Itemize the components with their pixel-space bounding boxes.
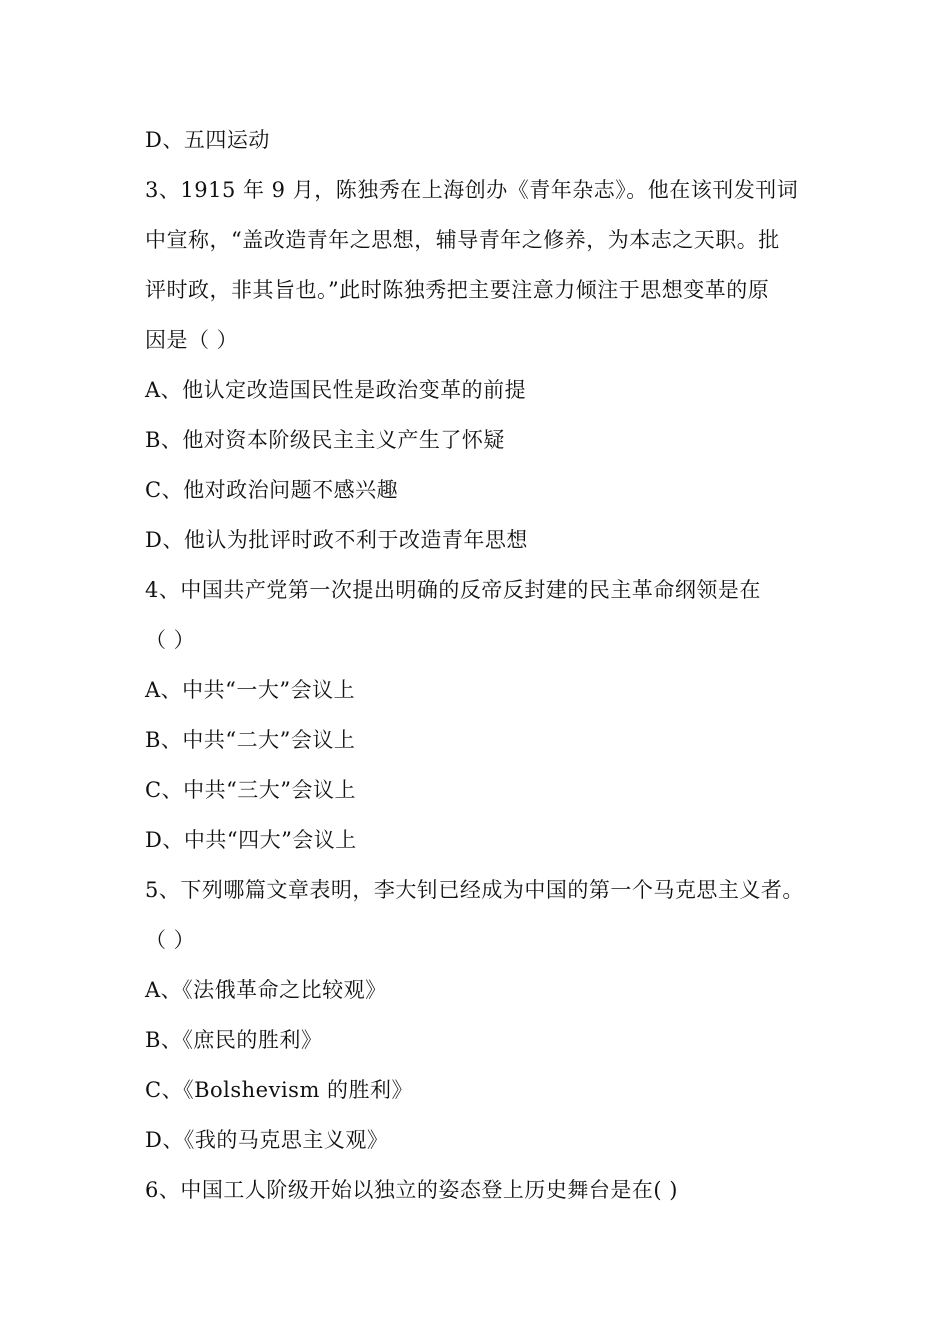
q2-option-d: D、五四运动 [145, 128, 270, 152]
q3-stem-line-4: 因是（ ） [145, 328, 239, 352]
q3-stem-line-1: 3、1915 年 9 月，陈独秀在上海创办《青年杂志》。他在该刊发刊词 [145, 178, 799, 202]
q4-option-d: D、中共“四大”会议上 [145, 828, 357, 852]
q3-option-d: D、他认为批评时政不利于改造青年思想 [145, 528, 528, 552]
q4-option-b: B、中共“二大”会议上 [145, 728, 356, 752]
q4-answer-blank: （ ） [145, 628, 196, 652]
q5-option-d: D、《我的马克思主义观》 [145, 1128, 389, 1152]
q4-option-a: A、中共“一大”会议上 [145, 678, 356, 702]
q6-stem-line-1: 6、中国工人阶级开始以独立的姿态登上历史舞台是在( ) [145, 1178, 678, 1202]
q4-stem-line-1: 4、中国共产党第一次提出明确的反帝反封建的民主革命纲领是在 [145, 578, 761, 602]
q5-option-a: A、《法俄革命之比较观》 [145, 978, 387, 1002]
q5-answer-blank: （ ） [145, 928, 196, 952]
q3-option-b: B、他对资本阶级民主主义产生了怀疑 [145, 428, 505, 452]
q3-option-c: C、他对政治问题不感兴趣 [145, 478, 399, 502]
q5-option-c: C、《Bolshevism 的胜利》 [145, 1078, 414, 1102]
q5-stem-line-1: 5、下列哪篇文章表明，李大钊已经成为中国的第一个马克思主义者。 [145, 878, 804, 902]
q3-option-a: A、他认定改造国民性是政治变革的前提 [145, 378, 527, 402]
q4-option-c: C、中共“三大”会议上 [145, 778, 357, 802]
q5-option-b: B、《庶民的胜利》 [145, 1028, 323, 1052]
q3-stem-line-3: 评时政，非其旨也。”此时陈独秀把主要注意力倾注于思想变革的原 [145, 278, 770, 302]
q3-stem-line-2: 中宣称，“盖改造青年之思想，辅导青年之修养，为本志之天职。批 [145, 228, 780, 252]
